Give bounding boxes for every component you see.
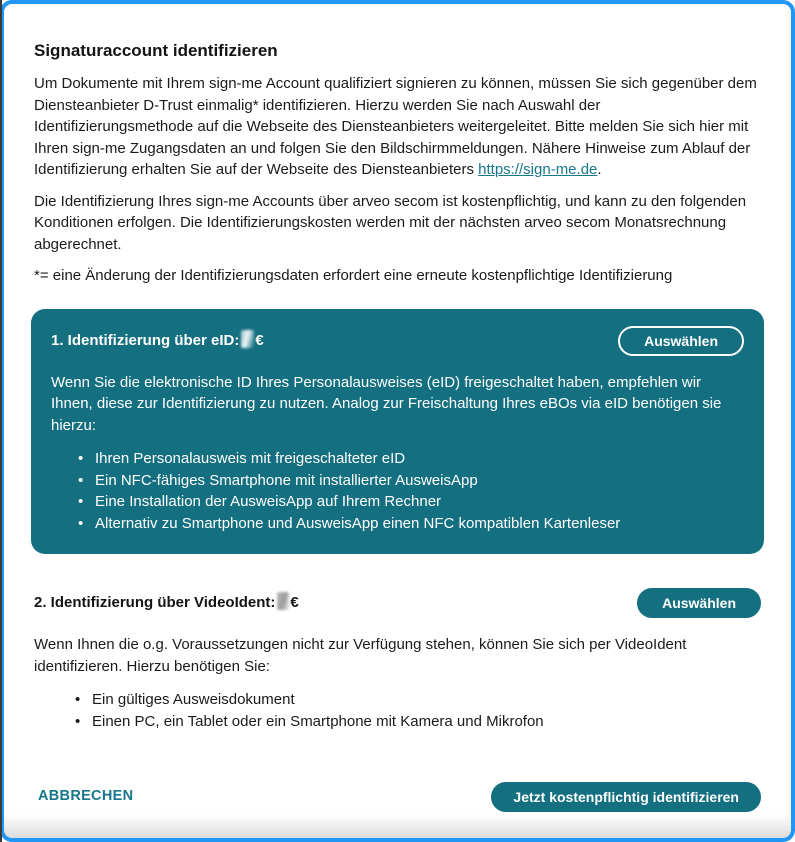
option-description-eid: Wenn Sie die elektronische ID Ihres Personalausweises (eID) freigeschaltet haben, empfehlen wir Ihnen, diese zur Identifizierung zu nutzen. Analog zur Freischaltung Ihres eBOs via eID benötigen sie hierzu: [51, 373, 722, 434]
list-item: • Eine Installation der AusweisApp auf Ihrem Rechner [78, 491, 744, 513]
footnote-text: *= eine Änderung der Identifizierungsdaten erfordert eine erneute kostenpflichtige Identifizierung [34, 267, 673, 284]
redacted-price-eid [241, 330, 254, 348]
list-item: • Ein NFC-fähiges Smartphone mit installierter AusweisApp [78, 470, 744, 492]
list-item: • Ein gültiges Ausweisdokument [75, 689, 761, 711]
list-item: • Einen PC, ein Tablet oder ein Smartphone mit Kamera und Mikrofon [75, 711, 761, 733]
option-heading-eid: 1. Identifizierung über eID: € [51, 331, 264, 349]
option-heading-videoident: 2. Identifizierung über VideoIdent: € [34, 594, 299, 612]
intro-text: Um Dokumente mit Ihrem sign-me Account qualifiziert signieren zu können, müssen Sie sich gegenüber dem Diensteanbieter D-Trust einmalig* identifizieren. Hierzu werden Sie nach Auswahl der Identifizierungsmethode auf die Webseite des Diensteanbieters weitergeleitet. Bitte melden Sie sich hier mit Ihren sign-me Zugangsdaten an und folgen Sie den Bildschirmmeldungen. Nähere Hinweise zum Ablauf der Identifizierung erhalten Sie auf der Webseite des Diensteanbieters [34, 75, 757, 178]
confirm-button[interactable]: Jetzt kostenpflichtig identifizieren [491, 782, 761, 812]
option-description-videoident: Wenn Ihnen die o.g. Voraussetzungen nicht zur Verfügung stehen, können Sie sich per VideoIdent identifizieren. Hierzu benötigen Sie: [34, 636, 687, 675]
option-section-videoident [34, 588, 761, 732]
sign-me-link[interactable]: https://sign-me.de [478, 161, 598, 178]
intro-paragraph [34, 73, 761, 181]
option-card-eid [31, 309, 764, 555]
intro-text-after-link: . [597, 161, 602, 178]
list-item: • Ihren Personalausweis mit freigeschalteter eID [78, 448, 744, 470]
requirements-list-videoident [75, 689, 761, 732]
redacted-price-videoident [277, 592, 289, 610]
list-item: • Alternativ zu Smartphone und AusweisApp einen NFC kompatiblen Kartenleser [78, 513, 744, 535]
currency-symbol-eid: € [255, 331, 264, 349]
select-button-videoident[interactable]: Auswählen [637, 588, 761, 618]
cancel-button[interactable]: ABBRECHEN [38, 788, 134, 805]
conditions-paragraph: Die Identifizierung Ihres sign-me Accounts über arveo secom ist kostenpflichtig, und kann zu den folgenden Konditionen erfolgen. Die Identifizierungskosten werden mit der nächsten arveo secom Monatsrechnung abgerechnet. [34, 192, 747, 253]
select-button-eid[interactable]: Auswählen [618, 326, 744, 356]
requirements-list-eid [78, 448, 744, 534]
currency-symbol-videoident: € [290, 594, 299, 612]
dialog-footer [38, 782, 761, 812]
page-title: Signaturaccount identifizieren [34, 41, 278, 60]
